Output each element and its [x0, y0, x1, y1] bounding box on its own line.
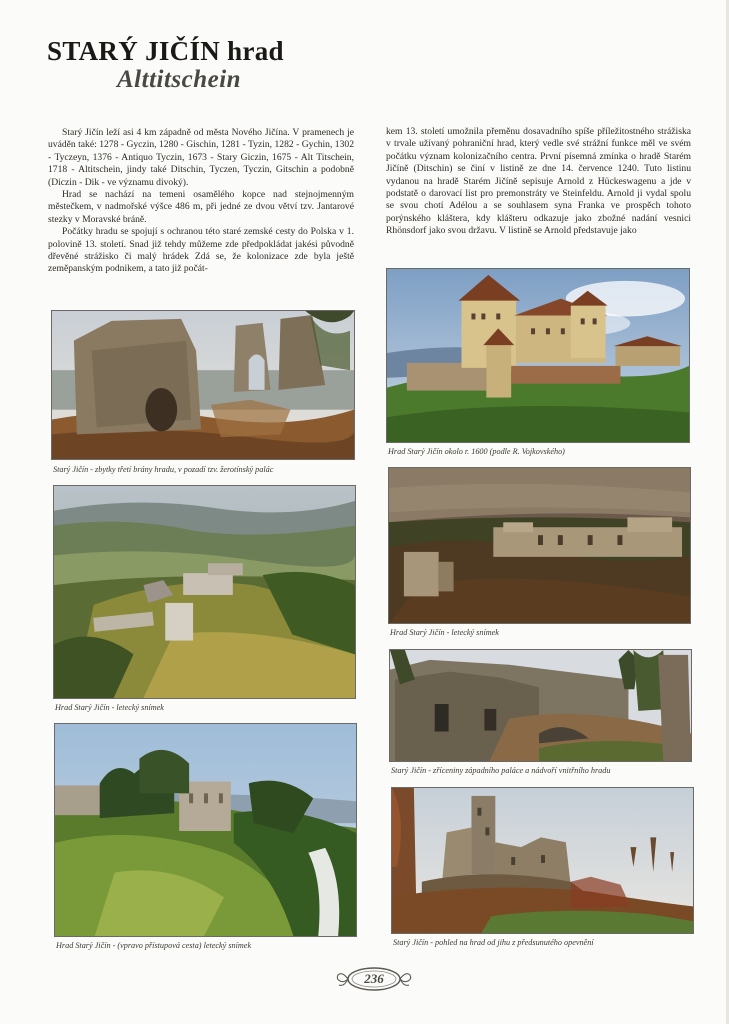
page-number-ornament: [336, 963, 412, 995]
photo-castle-painting: [386, 268, 690, 443]
paragraph: Hrad se nachází na temeni osamělého kopce nad stejnojmenným městečkem, v nadmořské výšce 486 m, při jedné ze dvou větví tzv. Jantarové stezky v Moravské bráně.: [48, 189, 354, 225]
aerial-photo-icon: [389, 468, 690, 623]
photo-aerial-1: [53, 485, 356, 699]
photo-gate-ruins: [51, 310, 355, 460]
photo-caption: Starý Jičín - pohled na hrad od jihu z předsunutého opevnění: [393, 938, 594, 947]
photo-caption: Hrad Starý Jičín okolo r. 1600 (podle R. Vojkovského): [388, 447, 565, 456]
page-title: STARÝ JIČÍN hrad: [47, 36, 284, 66]
palace-ruins-photo-icon: [390, 650, 691, 761]
paragraph: Počátky hradu se spojují s ochranou této staré zemské cesty do Polska v 1. polovině 13. století. Snad již tehdy můžeme zde předpokládat jakési původně dřevěné strážisko či malý hrádek Zdá se, že kolonizace zde byla ještě zeměpanským podnikem, a tato již počát-: [48, 226, 354, 275]
paragraph: Starý Jičín leží asi 4 km západně od města Nového Jičína. V pramenech je uváděn také: 1278 - Gyczin, 1280 - Gischin, 1281 - Tyzin, 1282 - Gychin, 1302 - Tyczeyn, 1376 - Antiquo Tyczin, 1673 - Stary Giczin, 1675 - Alt Titschein, 1718 - Altitschein, jindy také Ditschin, Tyczen, Tyczin, Gitschin a podobně (Diczin - Dik - ve významu divoký).: [48, 127, 354, 188]
photo-caption: Starý Jičín - zříceniny západního paláce a nádvoří vnitřního hradu: [391, 766, 611, 775]
south-view-photo-icon: [392, 788, 693, 933]
left-text-column: [48, 127, 354, 276]
photo-south-view: [391, 787, 694, 934]
right-text-column: [386, 126, 691, 238]
photo-caption: Hrad Starý Jičín - (vpravo přístupová cesta) letecký snímek: [56, 941, 252, 950]
paragraph: kem 13. století umožnila přeměnu dosavadního spíše příležitostného strážiska v trvale užívaný pohraniční hrad, který vedle své strážní funkce měl ve svém počátku význam kolonizačního centra. První písemná zmínka o hradě Starém Jičíně (Ditschin) se činí v listině ze dne 14. července 1240. Tuto listinu vydanou na hradě Starém Jičíně sepisuje Arnold z Hückeswagenu a jde v podstatě o darovací list pro premonstráty ve Steinfeldu. Arnold ji vydal spolu se svou chotí Adélou a se souhlasem syna Franka ve prospěch tohoto porýnského kláštera, kdy klášteru odkazuje jako zbožné nadání vesnici Rhönsdorf jako svou državu. V listině se Arnold představuje jako: [386, 126, 691, 237]
aerial-photo-icon: [54, 486, 355, 698]
aerial-photo-icon: [55, 724, 356, 936]
castle-painting-icon: [387, 269, 689, 442]
photo-palace-ruins: [389, 649, 692, 762]
photo-aerial-3: [54, 723, 357, 937]
page-number: 236: [364, 971, 384, 986]
page-subtitle: Alttitschein: [117, 66, 242, 93]
gate-ruins-photo-icon: [52, 311, 354, 459]
photo-caption: Hrad Starý Jičín - letecký snímek: [390, 628, 499, 637]
photo-caption: Hrad Starý Jičín - letecký snímek: [55, 703, 164, 712]
photo-aerial-2: [388, 467, 691, 624]
photo-caption: Starý Jičín - zbytky třetí brány hradu, v pozadí tzv. žerotínský palác: [53, 465, 274, 474]
